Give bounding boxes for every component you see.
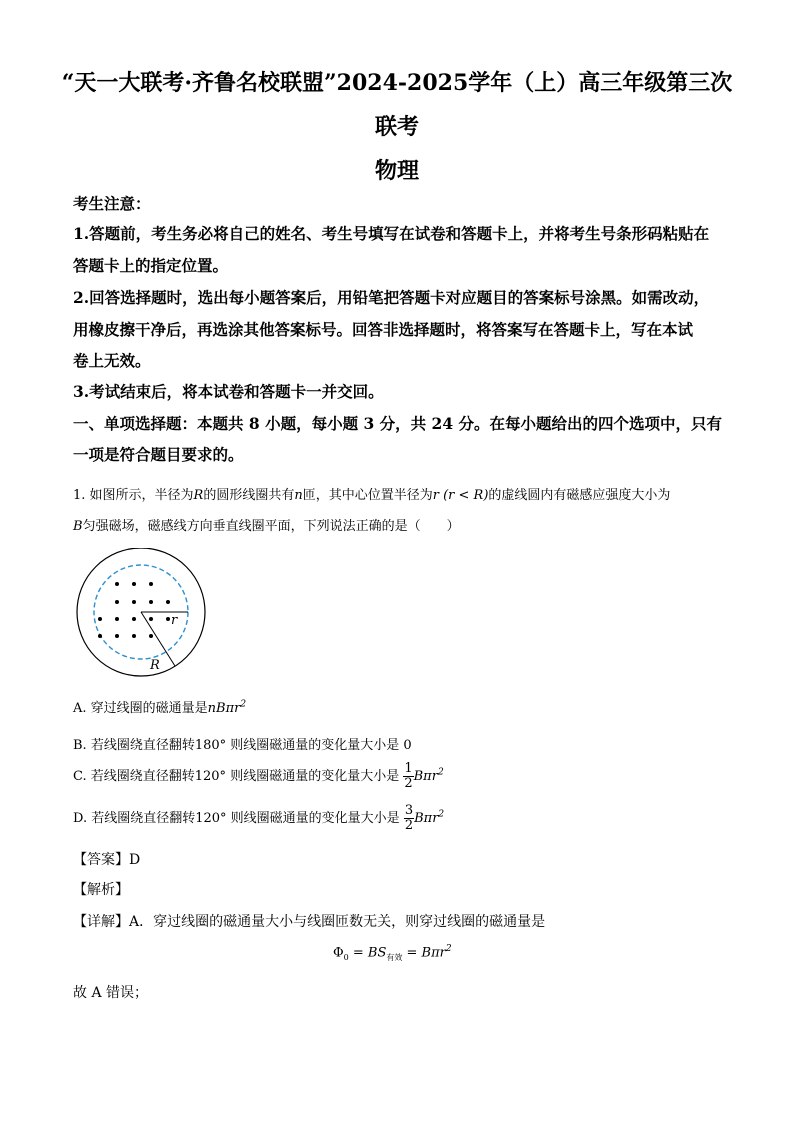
option-d-fraction: [404, 804, 414, 833]
formula-end: = Bπr: [402, 945, 446, 961]
notice-item-2a: 2.回答选择题时，选出每小题答案后，用铅笔把答题卡对应题目的答案标号涂黑。如需改动，: [73, 288, 710, 307]
notice-item-2b: 用橡皮擦干净后，再选涂其他答案标号。回答非选择题时，将答案写在答题卡上，写在本试: [73, 320, 694, 339]
option-b: B. 若线圈绕直径翻转180° 则线圈磁通量的变化量大小是 0: [73, 738, 412, 753]
label-r: r: [171, 613, 178, 628]
question-1-stem-line2: [73, 515, 460, 534]
label-R: R: [150, 658, 160, 673]
answer-tag: 【答案】: [73, 852, 129, 868]
stem-text-b: 的圆形线圈共有: [203, 488, 295, 503]
document-title-line2: 联考: [374, 114, 419, 140]
formula-sub-0: 0: [343, 952, 349, 962]
section-heading-line2: 一项是符合题目要求的。: [73, 445, 244, 464]
stem-var-R: R: [193, 488, 204, 503]
coil-magnetic-field-figure: [73, 548, 213, 678]
option-d-denominator: 2: [404, 818, 414, 833]
answer-value: D: [129, 852, 141, 868]
option-d: [73, 804, 444, 833]
formula-mid: = BS: [348, 945, 387, 961]
option-a: [73, 697, 246, 716]
option-c-expr: Bπr: [413, 769, 438, 784]
analysis-tag: 【解析】: [73, 882, 129, 898]
option-a-power: 2: [240, 699, 247, 710]
notice-item-1b: 答题卡上的指定位置。: [73, 256, 229, 275]
stem-var-n: n: [294, 488, 303, 503]
section-heading-line1: 一、单项选择题：本题共 8 小题，每小题 3 分，共 24 分。在每小题给出的四个选项中，只有: [73, 414, 723, 433]
detail-text: A．穿过线圈的磁通量大小与线圈匝数无关，则穿过线圈的磁通量是: [129, 914, 546, 930]
answer-line: [73, 849, 140, 869]
conclusion-a: 故 A 错误；: [73, 985, 149, 1001]
option-d-numerator: 3: [404, 803, 414, 818]
option-c-fraction: [403, 762, 413, 791]
stem-text-c: 匝，其中心位置半径为: [302, 488, 433, 503]
stem-text-a: 1. 如图所示，半径为: [73, 488, 194, 503]
document-title-line1: “天一大联考·齐鲁名校联盟”2024-2025学年（上）高三年级第三次: [61, 70, 733, 96]
detail-tag: 【详解】: [73, 914, 129, 930]
notice-item-3: 3.考试结束后，将本试卷和答题卡一并交回。: [73, 382, 384, 401]
stem-text-d: 的虚线圆内有磁感应强度大小为: [488, 488, 671, 503]
stem-text-e: 匀强磁场，磁感线方向垂直线圈平面，下列说法正确的是（ ）: [82, 519, 460, 534]
option-d-text: D. 若线圈绕直径翻转120° 则线圈磁通量的变化量大小是: [73, 811, 400, 826]
stem-r-condition: r (r < R): [432, 488, 489, 503]
option-c-denominator: 2: [404, 776, 413, 791]
flux-formula: [333, 944, 452, 963]
option-a-expr: nBπr: [207, 701, 241, 716]
option-c-numerator: 1: [404, 761, 413, 776]
option-a-text: A. 穿过线圈的磁通量是: [73, 701, 208, 716]
option-d-expr: Bπr: [414, 811, 439, 826]
option-c: [73, 762, 444, 791]
magnetic-field-dots: [98, 582, 170, 638]
option-c-power: 2: [437, 767, 444, 778]
notice-item-1a: 1.答题前，考生务必将自己的姓名、考生号填写在试卷和答题卡上，并将考生号条形码粘贴在: [73, 224, 710, 243]
notice-heading: 考生注意：: [73, 194, 151, 213]
formula-sub-eff: 有效: [386, 952, 403, 962]
formula-phi: Φ: [333, 945, 344, 961]
detail-line: [73, 911, 545, 931]
formula-power: 2: [445, 944, 452, 954]
stem-var-B: B: [73, 519, 83, 534]
subject-title: 物理: [374, 158, 419, 184]
notice-item-2c: 卷上无效。: [73, 351, 151, 370]
question-1-stem-line1: [73, 484, 670, 503]
option-d-power: 2: [438, 809, 445, 820]
option-c-text: C. 若线圈绕直径翻转120° 则线圈磁通量的变化量大小是: [73, 769, 400, 784]
